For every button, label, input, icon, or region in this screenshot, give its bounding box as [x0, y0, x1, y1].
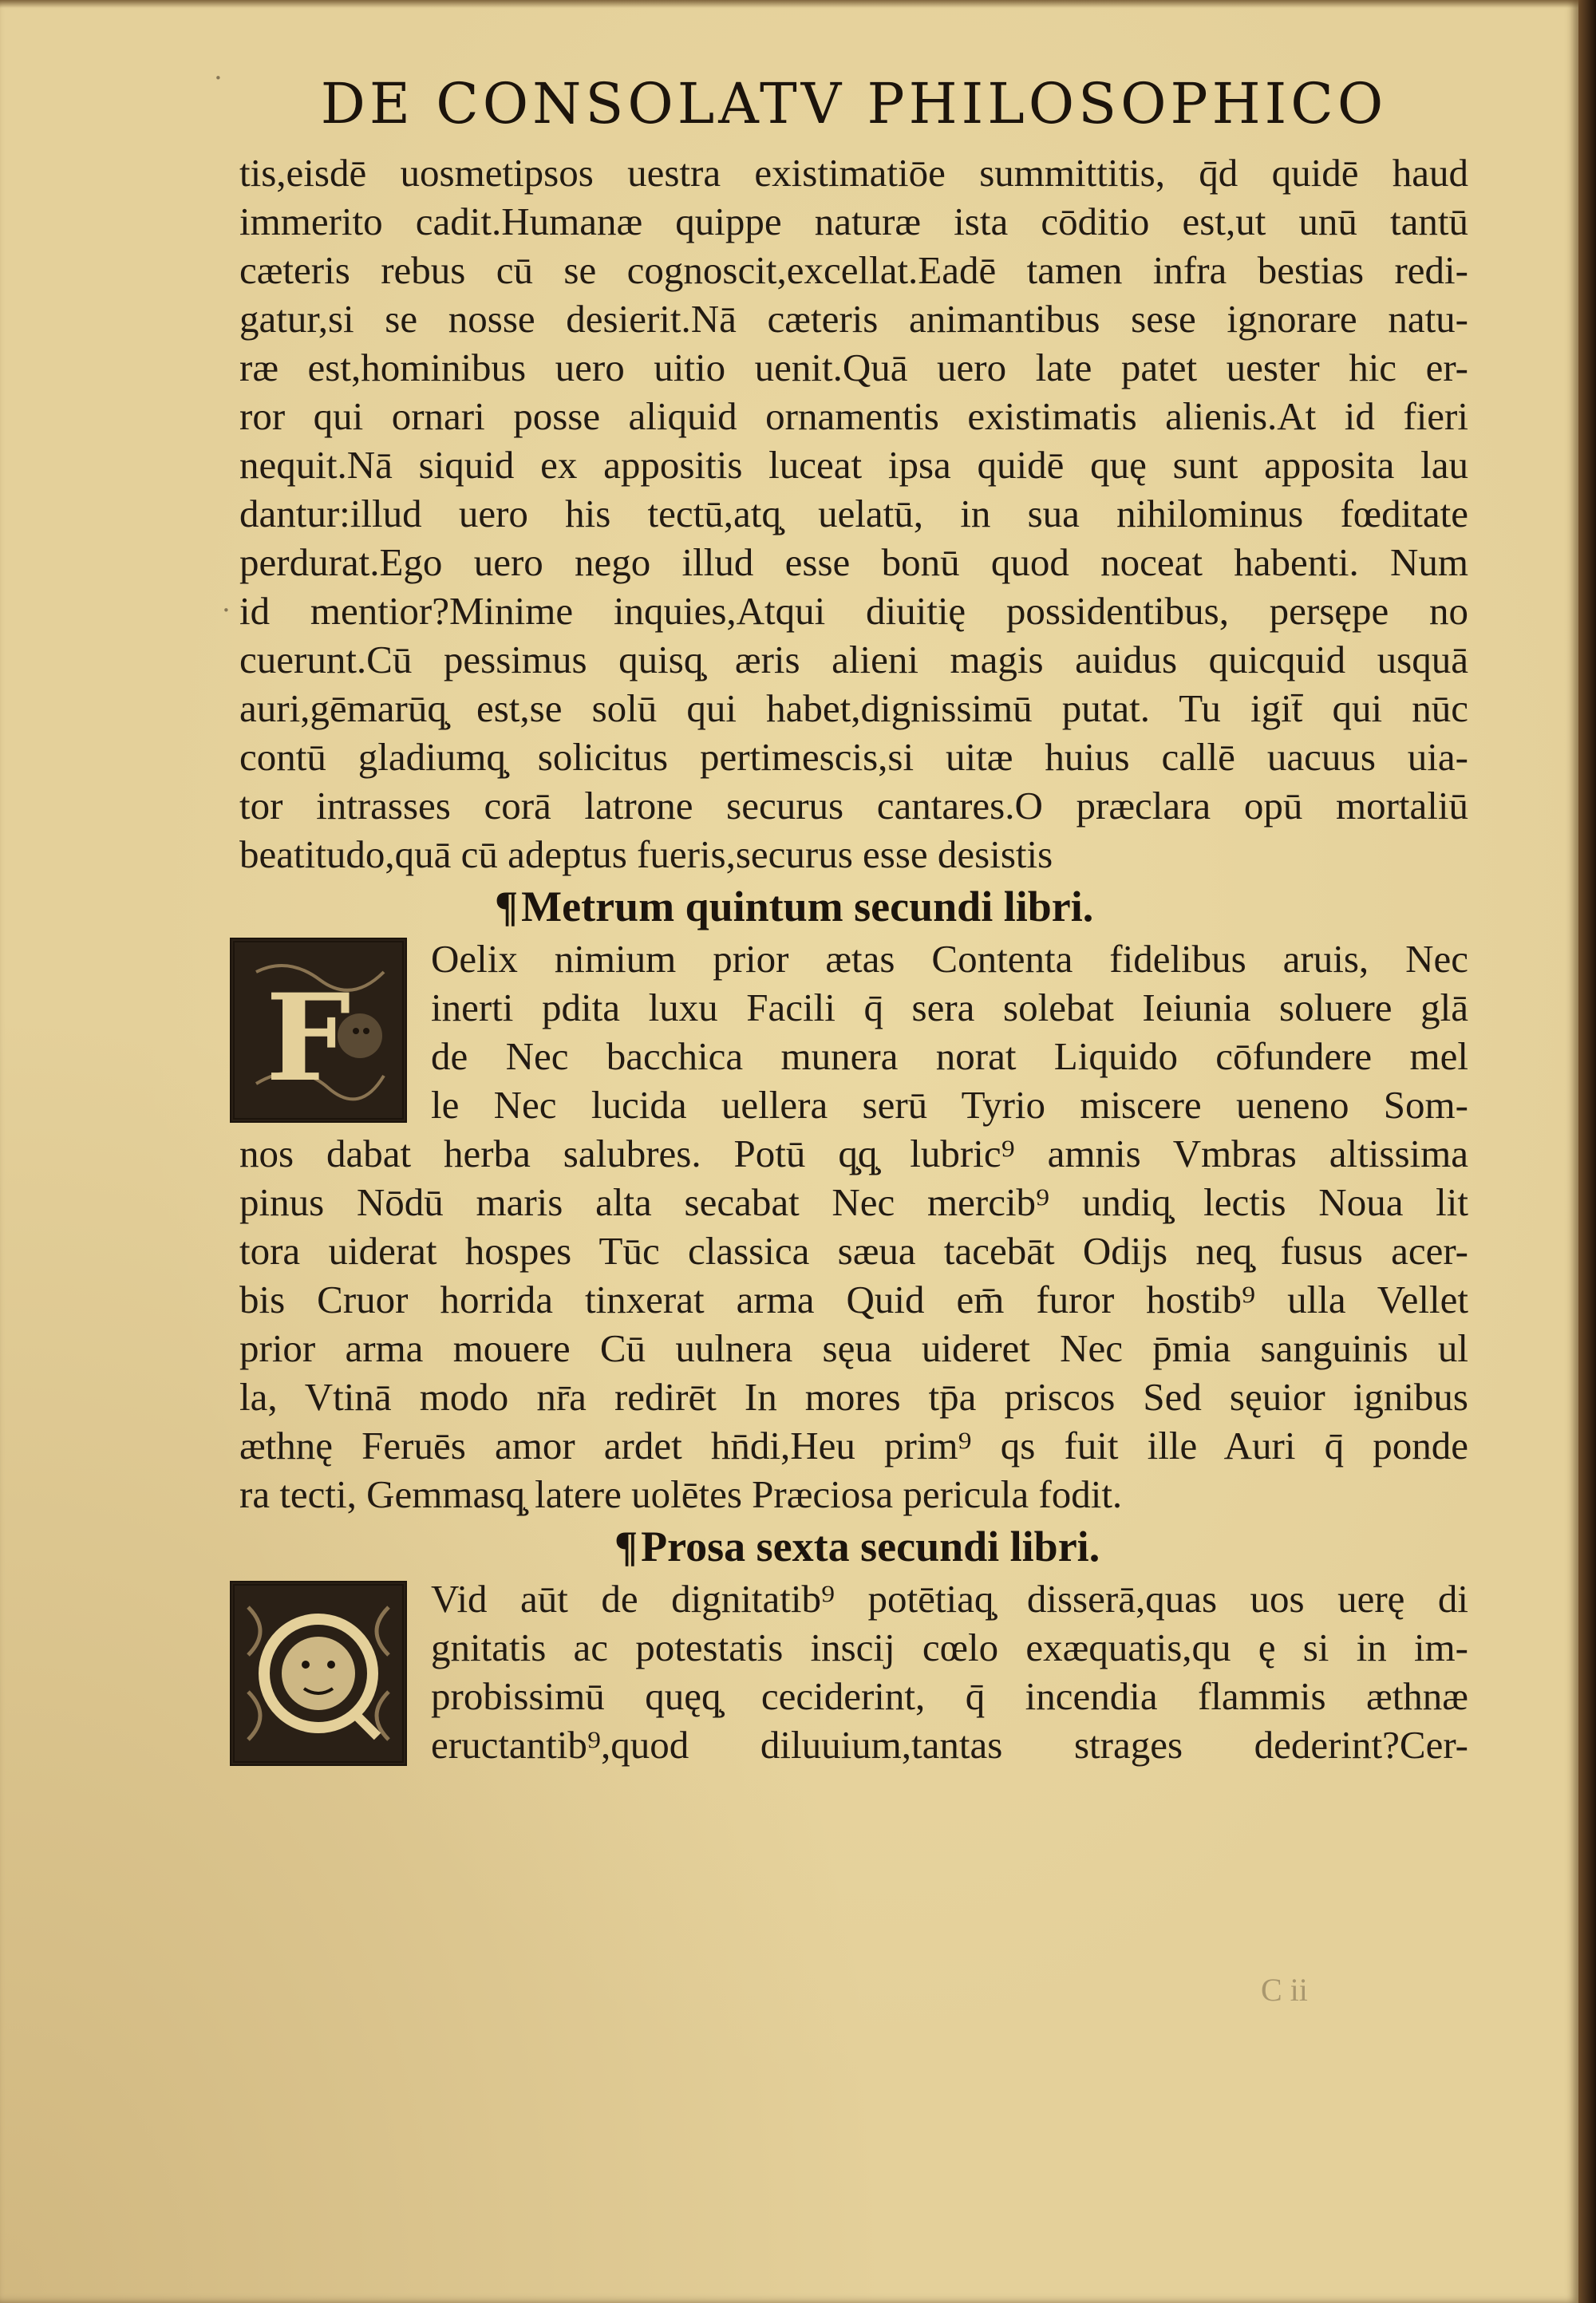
ink-speck: ·	[214, 62, 223, 94]
pilcrow-mark: ¶	[614, 1523, 638, 1570]
prose-line: nequit.Nā siquid ex appositis luceat ipsa quidē quę sunt apposita lau	[239, 443, 1468, 487]
woodcut-initial-q	[230, 1581, 407, 1766]
metrum-line: ra tecti, Gemmasq̧ latere uolētes Præciosa pericula fodit.	[239, 1472, 1123, 1516]
prose-line: cæteris rebus cū se cognoscit,excellat.Eadē tamen infra bestias redi-	[239, 248, 1468, 292]
page-top-edge	[0, 0, 1578, 8]
prose-line: ror qui ornari posse aliquid ornamentis existimatis alienis.At id fieri	[239, 394, 1468, 438]
text-block	[239, 64, 1468, 1769]
woodcut-initial-f	[230, 938, 407, 1123]
prosa-indented-line: Vid aūt de dignitatib⁹ potētiaq̧ disserā,quas uos uerę di	[431, 1577, 1468, 1621]
metrum-lines	[239, 1129, 1468, 1519]
prose-line: tor intrasses corā latrone securus cantares.O præclara opū mortaliū	[239, 784, 1468, 828]
prosa-heading	[239, 1519, 1468, 1574]
prose-line: gatur,si se nosse desierit.Nā cæteris animantibus sese ignorare natu-	[239, 297, 1468, 341]
woodcut-initial-f-icon	[240, 948, 397, 1112]
signature-mark: C ii	[1261, 1972, 1308, 2008]
initial-letter-f: F	[266, 968, 351, 1108]
prose-line: auri,gēmarūq̧ est,se solū qui habet,dignissimū putat. Tu igit̄ qui nūc	[239, 686, 1468, 730]
prosa-indented-lines	[239, 1574, 1468, 1769]
metrum-line: pinus Nōdū maris alta secabat Nec mercib⁹ undiq̧ lectis Noua lit	[239, 1180, 1468, 1224]
prose-line: cuerunt.Cū pessimus quisq̧ æris alieni magis auidus quicquid usquā	[239, 638, 1468, 681]
pilcrow-mark: ¶	[495, 883, 519, 930]
prosa-indented-line: eructantib⁹,quod diluuium,tantas strages dederint?Cer-	[431, 1723, 1468, 1767]
metrum-indented-line: le Nec lucida uellera serū Tyrio miscere ueneno Som-	[431, 1083, 1468, 1127]
prosa-indented-line: gnitatis ac potestatis inscij cœlo exæquatis,qu ę si in im-	[431, 1626, 1468, 1669]
metrum-line: æthnę Feruēs amor ardet hn̄di,Heu prim⁹ qs fuit ille Auri q̄ ponde	[239, 1424, 1468, 1468]
running-head: DE CONSOLATV PHILOSOPHICO	[320, 71, 1388, 136]
prosa-indented-line: probissimū quęq̧ ceciderint, q̄ incendia flammis æthnæ	[431, 1674, 1468, 1718]
woodcut-initial-q-icon	[240, 1591, 397, 1756]
book-gutter	[1578, 0, 1596, 2303]
prose-line: immerito cadit.Humanæ quippe naturæ ista cōditio est,ut unū tantū	[239, 199, 1468, 243]
metrum-line: tora uiderat hospes Tūc classica sæua tacebāt Odijs neq̧ fusus acer-	[239, 1229, 1468, 1273]
metrum-line: bis Cruor horrida tinxerat arma Quid em̄ furor hostib⁹ ulla Vellet	[239, 1278, 1468, 1321]
prose-block	[239, 148, 1468, 879]
prose-line: dantur:illud uero his tectū,atq̧ uelatū, in sua nihilominus fœditate	[239, 492, 1468, 535]
prose-line: contū gladiumq̧ solicitus pertimescis,si uitæ huius callē uacuus uia-	[239, 735, 1468, 779]
prosa-heading-text: Prosa sexta secundi libri.	[641, 1523, 1100, 1570]
metrum-indented-lines	[239, 934, 1468, 1129]
metrum-line: nos dabat herba salubres. Potū q̧q̧ lubric⁹ amnis Vmbras altissima	[239, 1132, 1468, 1175]
prose-line: ræ est,hominibus uero uitio uenit.Quā uero late patet uester hic er-	[239, 346, 1468, 389]
metrum-line: prior arma mouere Cū uulnera sęua uideret Nec p̄mia sanguinis ul	[239, 1326, 1468, 1370]
prose-line: id mentior?Minime inquies,Atqui diuitię possidentibus, persępe no	[239, 589, 1468, 633]
prosa-initial-row	[239, 1574, 1468, 1769]
metrum-initial-row	[239, 934, 1468, 1129]
metrum-heading	[239, 879, 1468, 934]
prose-line: beatitudo,quā cū adeptus fueris,securus esse desistis	[239, 832, 1053, 876]
metrum-indented-line: Oelix nimium prior ætas Contenta fidelibus aruis, Nec	[431, 937, 1468, 981]
prose-line: tis,eisdē uosmetipsos uestra existimatiōe summittitis, q̄d quidē haud	[239, 151, 1468, 195]
metrum-indented-line: inerti pdita luxu Facili q̄ sera solebat Ieiunia soluere glā	[431, 986, 1468, 1029]
metrum-line: la, Vtinā modo nr̄a redirēt In mores tp̄a priscos Sed sęuior ignibus	[239, 1375, 1468, 1419]
ink-speck: ·	[222, 595, 231, 626]
metrum-indented-line: de Nec bacchica munera norat Liquido cōfundere mel	[431, 1034, 1468, 1078]
prose-line: perdurat.Ego uero nego illud esse bonū quod noceat habenti. Num	[239, 540, 1468, 584]
metrum-heading-text: Metrum quintum secundi libri.	[521, 883, 1094, 930]
